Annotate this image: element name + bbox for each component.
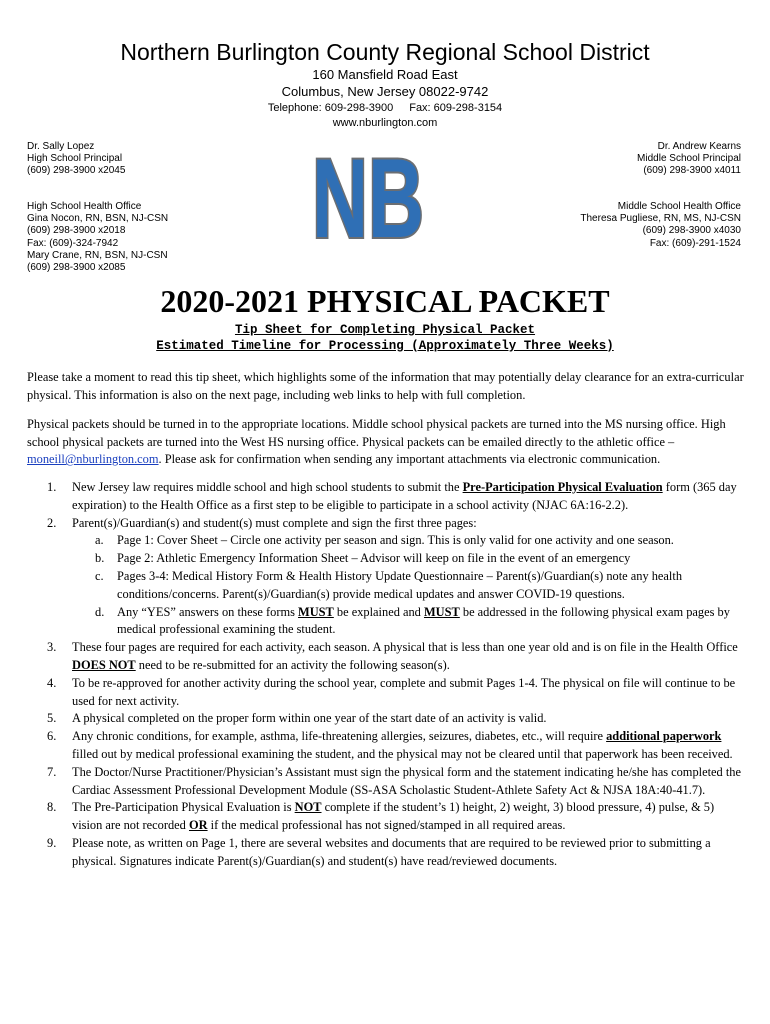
list-item: 5. A physical completed on the proper form within one year of the start date of an activity is valid. [47, 711, 547, 726]
fax: Fax: 609-298-3154 [409, 102, 503, 114]
submission-paragraph: Physical packets should be turned in to the appropriate locations. Middle school physical packets are turned into the MS nursing office. High school physical packets are turned into the West HS nursing office. Physical packets can be emailed directly to the athletic office – moneill@nburlington.com. Please ask for confirmation when sending any important attachments via electronic communication. [27, 417, 726, 467]
letterhead [0, 38, 770, 131]
subtitle-timeline: Estimated Timeline for Processing (Approximately Three Weeks) [156, 339, 614, 353]
list-item: 6. Any chronic conditions, for example, asthma, life-threatening allergies, seizures, diabetes, etc., will require additional paperwork filled out by medical professional examining the student, and the physical may not be cleared until that paperwork has been received. [47, 729, 733, 761]
sub-list-item: a. Page 1: Cover Sheet – Circle one activity per season and sign. This is only valid for one activity and one season. [95, 533, 674, 548]
address-line-1: 160 Mansfield Road East [312, 67, 458, 82]
subtitle-tip-sheet: Tip Sheet for Completing Physical Packet [234, 323, 536, 337]
address-line-2: Columbus, New Jersey 08022-9742 [281, 84, 489, 99]
intro-paragraph: Please take a moment to read this tip sheet, which highlights some of the information that may potentially delay clearance for an extra-curricular physical. This information is also on the next page, including web links to help with full completion. [27, 370, 744, 402]
staff-line: (609) 298-3900 x2085 [27, 262, 126, 274]
nb-logo [310, 136, 426, 261]
staff-line: (609) 298-3900 x2045 [27, 165, 126, 177]
staff-line: Fax: (609)-291-1524 [649, 237, 741, 249]
staff-line: High School Health Office [27, 201, 142, 212]
ms-health-office-block [580, 201, 741, 250]
tip-list [27, 479, 745, 871]
list-item: 4. To be re-approved for another activity during the school year, complete and submit Pages 1-4. The physical on file will continue to be used for next activity. [47, 675, 736, 708]
staff-line: Middle School Principal [637, 153, 741, 165]
staff-line: Dr. Sally Lopez [27, 141, 95, 152]
athletic-office-email-link[interactable]: moneill@nburlington.com [27, 452, 159, 467]
staff-line: Gina Nocon, RN, BSN, NJ-CSN [27, 213, 169, 225]
staff-line: Fax: (609)-324-7942 [27, 237, 119, 249]
list-item: 9. Please note, as written on Page 1, there are several websites and documents that are required to be reviewed prior to submitting a physical. Signatures indicate Parent(s)/Guardian(s) and student(s) have read/reviewed documents. [47, 835, 711, 868]
hs-principal-block [27, 141, 125, 178]
logo-lettering: NB [312, 136, 424, 261]
list-item: 2. Parent(s)/Guardian(s) and student(s) must complete and sign the first three pages: a. Page 1: Cover Sheet – Circle one activity per season and sign. This is only valid for one activity and one season. b. Page 2: Athletic Emergency Information Sheet – Advisor will keep on file in the event of an emergency c. Pages 3-4: Medical History Form & Health History Update Questionnaire – Parent(s)/Guardian(s) note any health conditions/concerns. Parent(s)/Guardian(s) provide medical updates and answer COVID-19 questions. d. Any “YES” answers on these forms MUST be explained and MUST be addressed in the following physical exam pages by medical professional examining the student. [27, 515, 745, 640]
list-item: 7. The Doctor/Nurse Practitioner/Physician’s Assistant must sign the physical form and the statement indicating he/she has completed the Cardiac Assessment Professional Development Module (SS-ASA Scholastic Student-Athlete Safety Act & NJSA 18A:40-41.7). [47, 764, 741, 797]
staff-line: Dr. Andrew Kearns [657, 141, 741, 152]
sub-list-item: b. Page 2: Athletic Emergency Information Sheet – Advisor will keep on file in the event of an emergency [95, 551, 631, 566]
phone-fax-line [0, 101, 770, 116]
staff-line: Mary Crane, RN, BSN, NJ-CSN [27, 249, 168, 261]
website: www.nburlington.com [332, 117, 438, 129]
telephone: Telephone: 609-298-3900 [267, 102, 394, 114]
staff-line: (609) 298-3900 x4011 [643, 165, 741, 177]
sub-list-item: d. Any “YES” answers on these forms MUST be explained and MUST be addressed in the following physical exam pages by medical professional examining the student. [95, 604, 730, 637]
staff-line: (609) 298-3900 x4030 [642, 225, 741, 237]
list-item: 8. The Pre-Participation Physical Evaluation is NOT complete if the student’s 1) height, 2) weight, 3) blood pressure, 4) pulse, & 5) vision are not recorded OR if the medical professional has not signed/stamped in all required areas. [47, 800, 715, 833]
staff-line: Middle School Health Office [617, 201, 741, 212]
sub-list [72, 532, 745, 639]
ms-principal-block [637, 141, 741, 178]
list-item: 3. These four pages are required for each activity, each season. A physical that is less than one year old and is on file in the Health Office DOES NOT need to be re-submitted for an activity the following season(s). [47, 640, 738, 672]
district-name: Northern Burlington County Regional School District [120, 39, 650, 65]
sub-list-item: c. Pages 3-4: Medical History Form & Health History Update Questionnaire – Parent(s)/Guardian(s) note any health conditions/concerns. Parent(s)/Guardian(s) provide medical updates and answer COVID-19 questions. [95, 568, 683, 601]
page-title: 2020-2021 PHYSICAL PACKET [160, 283, 610, 319]
hs-health-office-block [27, 201, 168, 274]
staff-line: High School Principal [27, 153, 123, 165]
list-item: 1. New Jersey law requires middle school and high school students to submit the Pre-Participation Physical Evaluation form (365 day expiration) to the Health Office as a first step to be eligible to participate in a school activity (NJAC 6A:16-2.2). [47, 480, 737, 512]
staff-line: Theresa Pugliese, RN, MS, NJ-CSN [580, 213, 741, 225]
staff-line: (609) 298-3900 x2018 [27, 225, 126, 237]
